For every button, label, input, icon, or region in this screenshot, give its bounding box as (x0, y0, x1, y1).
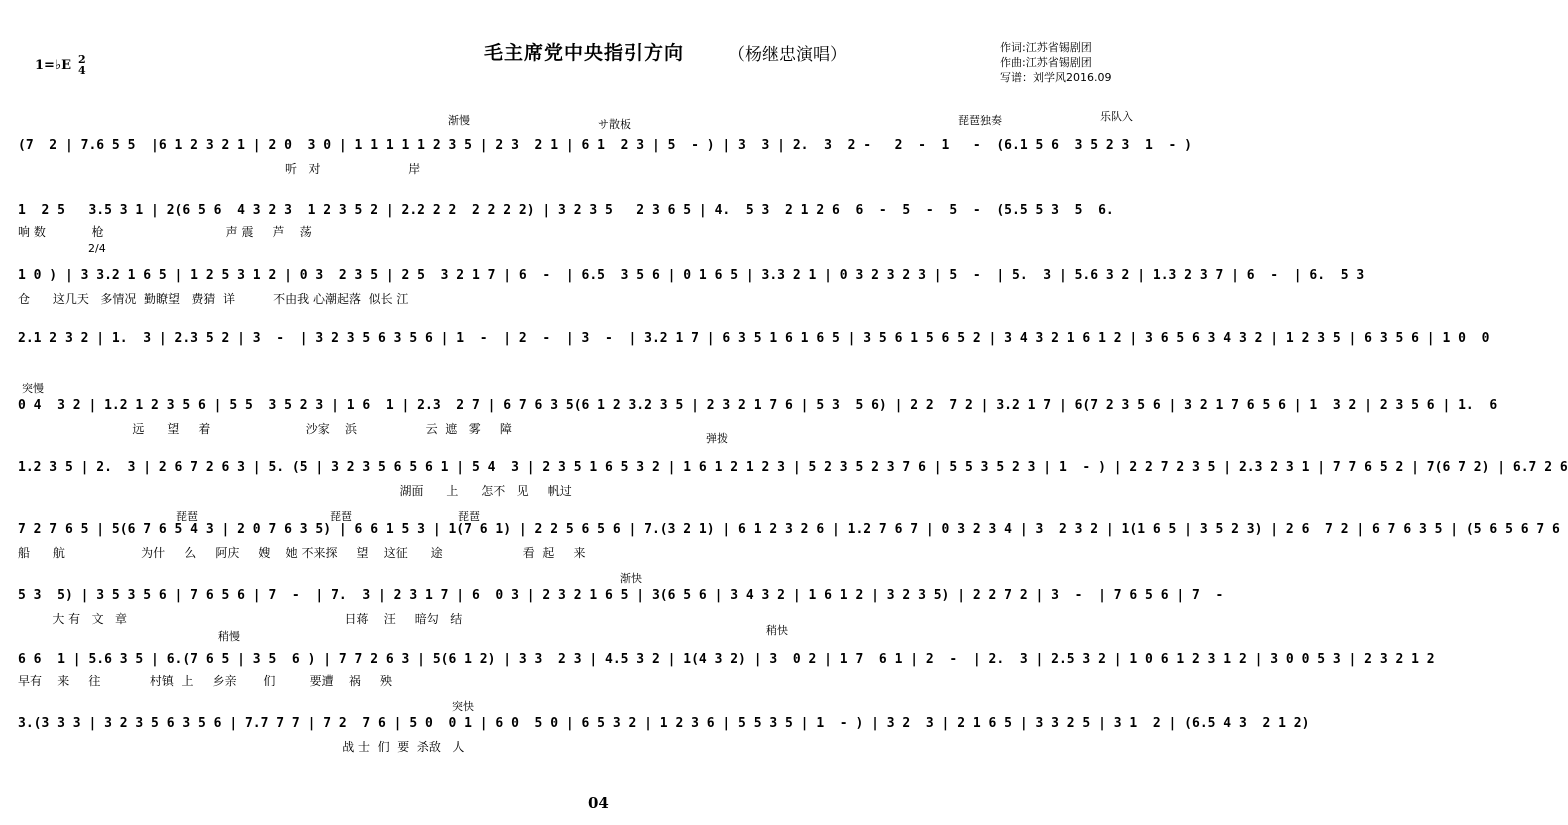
lyric-line: 远 望 着 沙家 浜 云 遮 雾 障 (18, 422, 512, 436)
lyric-line: 早有 来 往 村镇 上 乡亲 们 要遭 祸 殃 (18, 674, 392, 688)
lyric-line: 响 数 枪 声 震 芦 荡 (18, 225, 312, 239)
notation-line: (7 2 | 7.6 5 5 |6 1 2 3 2 1 | 2 0 3 0 | 1 1 1 1 1 2 3 5 | 2 3 2 1 | 6 1 2 3 | 5 - ) | 3 3 | 2. 3 2 - 2 - 1 - (6.1 5 6 3 5 2 3 1 - ) (18, 138, 1192, 153)
instrument-mark: 乐队入 (1100, 110, 1133, 123)
tempo-mark: 稍快 (766, 624, 788, 637)
lyricist: 作词:江苏省锡剧团 (1000, 41, 1092, 54)
lyric-line: 船 航 为什 么 阿庆 嫂 她 不来探 望 这征 途 看 起 来 (18, 546, 586, 560)
notation-line: 1 2 5 3.5 3 1 | 2(6 5 6 4 3 2 3 1 2 3 5 2 | 2.2 2 2 2 2 2 2) | 3 2 3 5 2 3 6 5 | 4. 5 3 2 1 2 6 6 - 5 - 5 - (5.5 5 3 5 6. (18, 203, 1114, 218)
lyric-line: 战 士 们 要 杀敌 人 (18, 740, 465, 754)
key-signature: 1=♭E (35, 58, 71, 73)
notation-line: 2.1 2 3 2 | 1. 3 | 2.3 5 2 | 3 - | 3 2 3 5 6 3 5 6 | 1 - | 2 - | 3 - | 3.2 1 7 | 6 3 5 1 6 1 6 5 | 3 5 6 1 5 6 5 2 | 3 4 3 2 1 6 1 2 | 3 6 5 6 3 4 3 2 | 1 2 3 5 | 6 3 5 6 | 1 0 0 (18, 331, 1490, 346)
tempo-mark: 突快 (452, 700, 474, 713)
time-top: 2 (78, 53, 86, 66)
composer: 作曲:江苏省锡剧团 (1000, 56, 1092, 69)
transcriber: 写谱：刘学风2016.09 (1000, 71, 1112, 84)
meter-change: 2/4 (88, 242, 106, 255)
tempo-mark: 渐慢 (448, 114, 470, 127)
lyric-line: 听 对 岸 (18, 162, 421, 176)
instrument-mark: 琵琶独奏 (958, 114, 1002, 127)
notation-line: 5 3 5) | 3 5 3 5 6 | 7 6 5 6 | 7 - | 7. 3 | 2 3 1 7 | 6 0 3 | 2 3 2 1 6 5 | 3(6 5 6 | 3 4 3 2 | 1 6 1 2 | 3 2 3 5) | 2 2 7 2 | 3 - | 7 6 5 6 | 7 - (18, 588, 1224, 603)
singer-note: （杨继忠演唱） (728, 45, 847, 65)
tempo-mark: サ散板 (598, 118, 631, 131)
tempo-mark: 渐快 (620, 572, 642, 585)
notation-line: 7 2 7 6 5 | 5(6 7 6 5 4 3 | 2 0 7 6 3 5) | 6 6 1 5 3 | 1(7 6 1) | 2 2 5 6 5 6 | 7.(3 2 1) | 6 1 2 3 2 6 | 1.2 7 6 7 | 0 3 2 3 4 | 3 2 3 2 | 1(1 6 5 | 3 5 2 3) | 2 6 7 2 | 6 7 6 3 5 | (5 6 5 6 7 6 (18, 522, 1560, 537)
lyric-line: 大 有 文 章 日蒋 汪 暗勾 结 (18, 612, 463, 626)
credits (1000, 40, 1112, 85)
notation-line: 1 0 ) | 3 3.2 1 6 5 | 1 2 5 3 1 2 | 0 3 2 3 5 | 2 5 3 2 1 7 | 6 - | 6.5 3 5 6 | 0 1 6 5 | 3.3 2 1 | 0 3 2 3 2 3 | 5 - | 5. 3 | 5.6 3 2 | 1.3 2 3 7 | 6 - | 6. 5 3 (18, 268, 1365, 283)
page-number: 04 (588, 794, 609, 812)
time-signature (78, 54, 86, 76)
tempo-mark: 稍慢 (218, 630, 240, 643)
notation-line: 3.(3 3 3 | 3 2 3 5 6 3 5 6 | 7.7 7 7 | 7 2 7 6 | 5 0 0 1 | 6 0 5 0 | 6 5 3 2 | 1 2 3 6 | 5 5 3 5 | 1 - ) | 3 2 3 | 2 1 6 5 | 3 3 2 5 | 3 1 2 | (6.5 4 3 2 1 2) (18, 716, 1310, 731)
notation-line: 0 4 3 2 | 1.2 1 2 3 5 6 | 5 5 3 5 2 3 | 1 6 1 | 2.3 2 7 | 6 7 6 3 5(6 1 2 3.2 3 5 | 2 3 2 1 7 6 | 5 3 5 6) | 2 2 7 2 | 3.2 1 7 | 6(7 2 3 5 6 | 3 2 1 7 6 5 6 | 1 3 2 | 2 3 5 6 | 1. 6 (18, 398, 1498, 413)
instrument-mark: 琵琶 (176, 510, 198, 523)
lyric-line: 湖面 上 怎不 见 帆过 (18, 484, 572, 498)
tempo-mark: 突慢 (22, 382, 44, 395)
lyric-line: 仓 这几天 多情况 勤瞭望 费猜 详 不由我 心潮起落 似长 江 (18, 292, 409, 306)
instrument-mark: 琵琶 (458, 510, 480, 523)
song-title: 毛主席党中央指引方向 (484, 42, 685, 64)
notation-line: 6 6 1 | 5.6 3 5 | 6.(7 6 5 | 3 5 6 ) | 7 7 2 6 3 | 5(6 1 2) | 3 3 2 3 | 4.5 3 2 | 1(4 3 2) | 3 0 2 | 1 7 6 1 | 2 - | 2. 3 | 2.5 3 2 | 1 0 6 1 2 3 1 2 | 3 0 0 5 3 | 2 3 2 1 2 (18, 652, 1435, 667)
notation-line: 1.2 3 5 | 2. 3 | 2 6 7 2 6 3 | 5. (5 | 3 2 3 5 6 5 6 1 | 5 4 3 | 2 3 5 1 6 5 3 2 | 1 6 1 2 1 2 3 | 5 2 3 5 2 3 7 6 | 5 5 3 5 2 3 | 1 - ) | 2 2 7 2 3 5 | 2.3 2 3 1 | 7 7 6 5 2 | 7(6 7 2) | 6.7 2 6 (18, 460, 1568, 475)
time-bottom: 4 (78, 64, 86, 77)
instrument-mark: 弹拨 (706, 432, 728, 445)
instrument-mark: 琵琶 (330, 510, 352, 523)
